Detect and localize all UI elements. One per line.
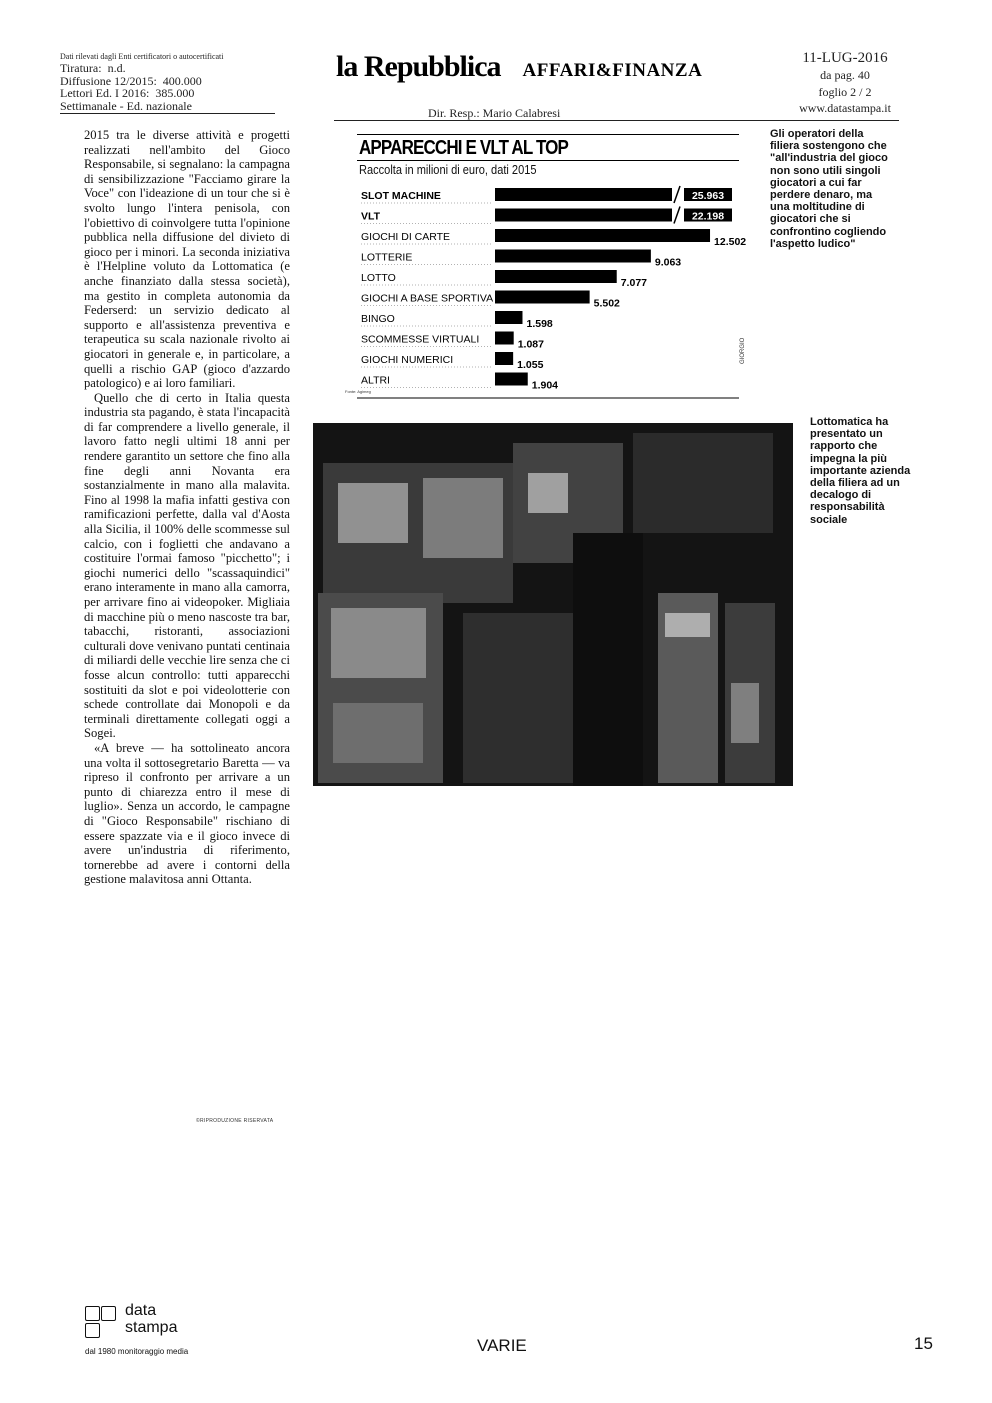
copyright-notice: ©RIPRODUZIONE RISERVATA: [196, 1118, 274, 1124]
axis-break-mark: [674, 207, 680, 224]
press-data-block: [60, 52, 275, 114]
lettori-row: [60, 87, 275, 100]
category-label: VLT: [361, 210, 381, 223]
bar: [495, 291, 590, 304]
slot-machines-photo: [313, 423, 793, 786]
sheet-number: foglio 2 / 2: [818, 85, 872, 99]
chart-subtitle: Raccolta in milioni di euro, dati 2015: [359, 162, 537, 177]
category-label: GIOCHI A BASE SPORTIVA: [361, 292, 494, 305]
bar: [495, 332, 514, 345]
article-paragraph: 2015 tra le diverse attività e progetti realizzati nell'ambito del Gioco Responsabile, si segnalano: la campagna di sensibilizzazione "Facciamo girare la Voce" con l'ideazione di un tour che si è svolto lungo l'intera penisola, con l'obiettivo di coinvolgere tutta l'opinione pubblica nella diffusione del divieto di gioco per i minori. La seconda iniziativa è l'Helpline voluto da Lottomatica (e anche finanziato dalla stessa società), ma gestito in completa autonomia da Federserd: un servizio dedicato al supporto e all'assistenza preventiva e terapeutica su scala nazionale rivolto ai giocatori in generale e, in particolare, a quelli a rischio GAP (gioco d'azzardo patologico) e ai loro familiari.: [84, 128, 290, 391]
category-label: SCOMMESSE VIRTUALI: [361, 333, 480, 346]
logo-square-icon: [85, 1323, 100, 1338]
data-label: 5.502: [593, 297, 620, 310]
photo-caption: Lottomatica ha presentato un rapporto che impegna la più importante azienda della filiera ad un decalogo di responsabilità sociale: [810, 416, 911, 526]
publication-date: 11-LUG-2016: [802, 50, 888, 66]
tiratura-value: n.d.: [107, 61, 126, 75]
logo-word-stampa: stampa: [125, 1319, 178, 1336]
category-label: BINGO: [361, 313, 395, 325]
logo-square-icon: [101, 1306, 116, 1321]
bar: [495, 250, 651, 263]
category-label: LOTTO: [361, 272, 396, 284]
data-label: 1.055: [517, 359, 544, 371]
chart-title: APPARECCHI E VLT AL TOP: [359, 137, 569, 159]
quote-caption: Gli operatori della filiera sostengono che "all'industria del gioco non sono utili singoli giocatori a cui far perdere denaro, ma una moltitudine di giocatori che si confrontino cogliendo l'aspetto ludico": [770, 128, 888, 250]
bar: [495, 352, 513, 365]
diffusione-label: Diffusione 12/2015:: [60, 73, 157, 88]
publication-info: [790, 50, 900, 115]
data-label: 1.598: [526, 318, 553, 330]
data-label: 22.198: [691, 210, 725, 223]
bar: [495, 373, 528, 386]
editor-in-chief: Dir. Resp.: Mario Calabresi: [428, 106, 561, 120]
category-label: GIOCHI NUMERICI: [361, 354, 454, 366]
bar: [495, 270, 617, 283]
datastampa-logo: [85, 1302, 235, 1362]
tiratura-label: Tiratura:: [60, 61, 102, 75]
article-paragraph: Quello che di certo in Italia questa industria sta pagando, è stata l'incapacità di far comprendere a livello generale, il lavoro fatto negli ultimi 18 anni per rendere garantito un settore che fino alla fine degli anni Novanta era sostanzialmente in mano alla malavita. Fino al 1998 la mafia infatti gestiva con ramificazioni perfette, dalla val d'Aosta alla Sicilia, il 100% delle scommesse sul calcio, con i foglietti che andavano a costituire l'ormai famoso "picchetto"; i giochi numerici dello "scassaquindici" erano interamente in mano alla camorra, per arrivare fino ai videopoker. Migliaia di macchine più o meno nascoste tra bar, tabacchi, ristoranti, associazioni culturali dove venivano puntati centinaia di miliardi delle vecchie lire senza che ci fosse alcun controllo: tutti apparecchi sostituiti da slot e poi videolotterie con schede controllate dai Monopoli e da terminali direttamente collegati oggi a Sogei.: [84, 390, 290, 741]
logo-square-icon: [85, 1306, 100, 1321]
certification-note: Dati rilevati dagli Enti certificatori o autocertificati: [60, 52, 224, 61]
section-label: VARIE: [477, 1336, 527, 1355]
supplement-title: AFFARI&FINANZA: [522, 60, 703, 81]
chart-source: Fonte: Agimeg: [345, 389, 371, 394]
header-rule: [334, 120, 899, 121]
bar: [495, 188, 672, 201]
masthead: [336, 50, 736, 84]
category-label: GIOCHI DI CARTE: [361, 231, 451, 243]
category-label: LOTTERIE: [361, 251, 413, 264]
data-label: 1.087: [517, 338, 544, 351]
newspaper-title: la Repubblica: [336, 50, 501, 83]
article-paragraph: «A breve — ha sottolineato ancora una volta il sottosegretario Baretta — va ripreso il confronto per arrivare a un punto di chiarezza entro il mese di luglio». Senza un accordo, le campagne di "Gioco Responsabile" rischiano di essere spazzate via e il gioco invece di avere un'industria di riferimento, tornerebbe ad avere i contorni della gestione malavitosa anni Ottanta.: [84, 740, 290, 887]
logo-tagline: dal 1980 monitoraggio media: [85, 1347, 189, 1356]
data-label: 7.077: [620, 277, 648, 289]
logo-word-data: data: [125, 1302, 157, 1319]
edition-label: Settimanale - Ed. nazionale: [60, 100, 275, 115]
page-number: 15: [914, 1334, 933, 1353]
lettori-label: Lettori Ed. I 2016:: [60, 86, 150, 100]
data-label: 25.963: [691, 190, 725, 202]
data-label: 9.063: [654, 256, 682, 269]
category-label: SLOT MACHINE: [361, 190, 441, 202]
diffusione-value: 400.000: [162, 73, 202, 88]
axis-break-mark: [674, 186, 680, 203]
photo-credit: GIORGIO: [740, 337, 746, 364]
article-body: [84, 128, 290, 887]
data-label: 1.904: [531, 379, 559, 392]
tiratura-row: [60, 62, 275, 75]
bar: [495, 229, 710, 242]
website-link[interactable]: www.datastampa.it: [799, 101, 891, 115]
bar: [495, 311, 522, 324]
data-label: 12.502: [714, 236, 747, 248]
category-label: ALTRI: [361, 374, 390, 387]
photo-image: [313, 423, 793, 786]
page-reference: da pag. 40: [820, 68, 870, 82]
lettori-value: 385.000: [155, 86, 195, 100]
bar: [495, 209, 672, 222]
